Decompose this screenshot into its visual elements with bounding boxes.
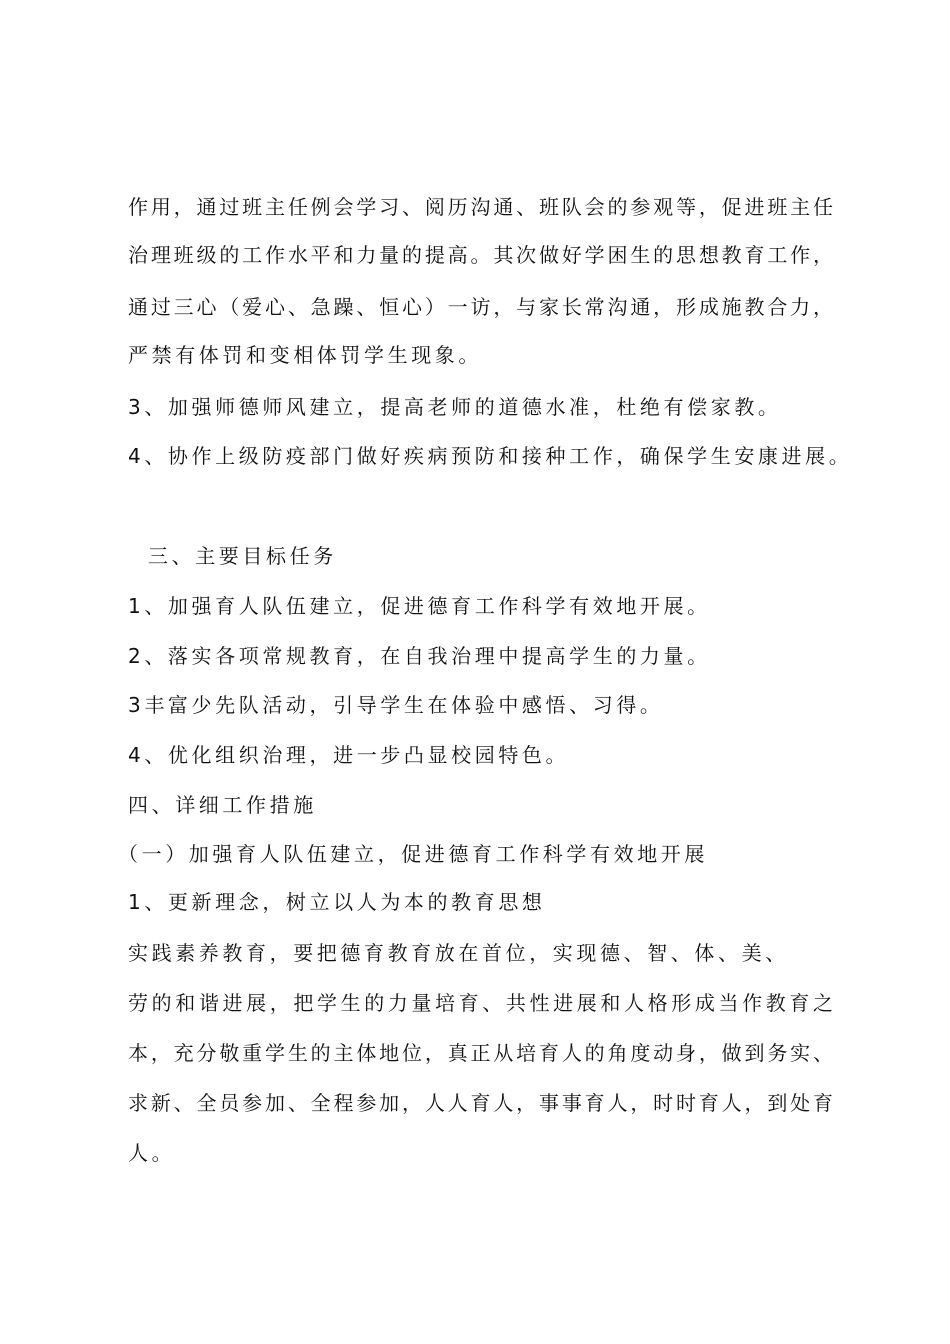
subsection-heading: （一）加强育人队伍建立，促进德育工作科学有效地开展 xyxy=(118,842,708,866)
paragraph-line: 求新、全员参加、全程参加，人人育人，事事育人，时时育人，到处育 xyxy=(128,1091,833,1115)
paragraph-line: 作用，通过班主任例会学习、阅历沟通、班队会的参观等，促进班主任 xyxy=(128,195,833,219)
list-item: 3、加强师德师风建立，提高老师的道德水准，杜绝有偿家教。 xyxy=(128,395,782,419)
paragraph-line: 本，充分敬重学生的主体地位，真正从培育人的角度动身，做到务实、 xyxy=(128,1041,833,1065)
section-heading: 三、主要目标任务 xyxy=(148,544,337,568)
point-heading: 1、更新理念，树立以人为本的教育思想 xyxy=(128,890,546,914)
paragraph-line: 严禁有体罚和变相体罚学生现象。 xyxy=(128,343,482,367)
section-heading: 四、详细工作措施 xyxy=(128,793,317,817)
paragraph-line: 通过三心（爱心、急躁、恒心）一访，与家长常沟通，形成施教合力， xyxy=(128,295,833,319)
paragraph-line: 治理班级的工作水平和力量的提高。其次做好学困生的思想教育工作， xyxy=(128,243,833,267)
list-item: 4、优化组织治理，进一步凸显校园特色。 xyxy=(128,743,570,767)
list-item: 3丰富少先队活动，引导学生在体验中感悟、习得。 xyxy=(128,693,664,717)
paragraph-line: 实践素养教育，要把德育教育放在首位，实现德、智、体、美、 xyxy=(128,941,789,965)
paragraph-line: 劳的和谐进展，把学生的力量培育、共性进展和人格形成当作教育之 xyxy=(128,991,833,1015)
list-item: 2、落实各项常规教育，在自我治理中提高学生的力量。 xyxy=(128,644,711,668)
list-item: 4、协作上级防疫部门做好疾病预防和接种工作，确保学生安康进展。 xyxy=(128,444,853,468)
paragraph-line: 人。 xyxy=(128,1141,176,1165)
list-item: 1、加强育人队伍建立，促进德育工作科学有效地开展。 xyxy=(128,594,711,618)
